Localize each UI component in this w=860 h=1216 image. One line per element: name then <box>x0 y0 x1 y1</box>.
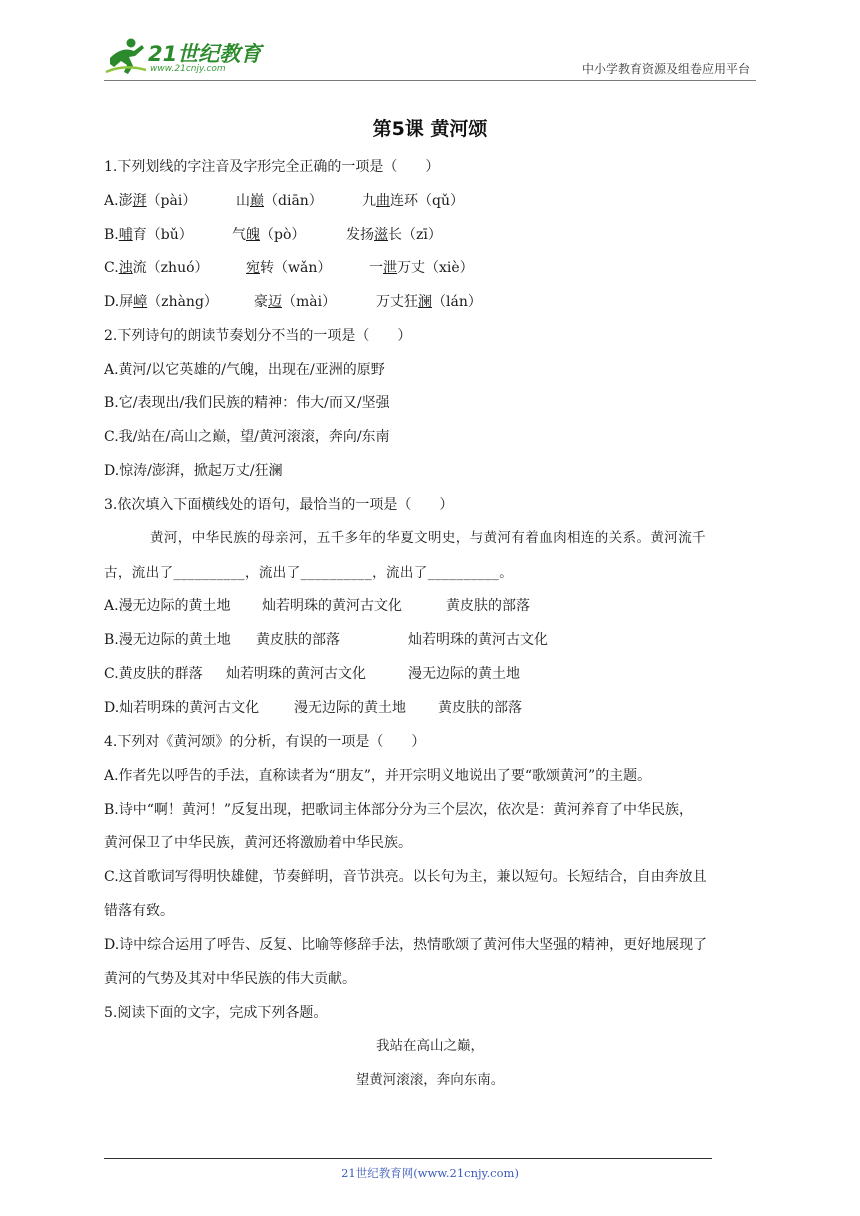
q1-option-b[interactable]: B.哺育（bǔ） <box>104 227 193 243</box>
header-divider <box>104 80 756 81</box>
q2-option-b[interactable]: B.它/表现出/我们民族的精神：伟大/而又/坚强 <box>104 395 390 411</box>
q1-option-c-choice2: 宛转（wǎn） <box>246 260 332 276</box>
lesson-title: 第5课 黄河颂 <box>372 118 488 140</box>
q3-option-b[interactable]: B.漫无边际的黄土地 <box>104 632 231 648</box>
poem-line-1: 我站在高山之巅， <box>376 1038 484 1054</box>
q1-option-a[interactable]: A.澎湃（pài） <box>104 193 197 209</box>
q3-option-d[interactable]: D.灿若明珠的黄河古文化 <box>104 700 260 716</box>
poem-line-2: 望黄河滚滚，奔向东南。 <box>355 1072 505 1088</box>
q3-option-d-choice3: 黄皮肤的部落 <box>438 700 522 716</box>
q2-option-c[interactable]: C.我/站在/高山之巅，望/黄河滚滚，奔向/东南 <box>104 429 390 445</box>
platform-name: 中小学教育资源及组卷应用平台 <box>581 62 750 76</box>
q4-option-d-cont: 黄河的气势及其对中华民族的伟大贡献。 <box>104 971 356 987</box>
q4-option-a[interactable]: A.作者先以呼告的手法，直称读者为“朋友”，并开宗明义地说出了要“歌颂黄河”的主题。 <box>104 768 652 784</box>
q3-option-a-choice3: 黄皮肤的部落 <box>446 598 530 614</box>
q3-stem: 3.依次填入下面横线处的语句，最恰当的一项是（ ） <box>104 497 454 513</box>
logo-url: www.21cnjy.com <box>150 64 226 74</box>
running-man-icon <box>104 36 148 76</box>
q3-option-c[interactable]: C.黄皮肤的群落 <box>104 666 203 682</box>
q1-option-d[interactable]: D.屏嶂（zhàng） <box>104 294 218 310</box>
q1-option-c[interactable]: C.浊流（zhuó） <box>104 260 209 276</box>
q3-passage-line1: 黄河，中华民族的母亲河，五千多年的华夏文明史，与黄河有着血肉相连的关系。黄河流千 <box>150 530 706 546</box>
q1-stem: 1.下列划线的字注音及字形完全正确的一项是（ ） <box>104 159 440 175</box>
q4-option-b[interactable]: B.诗中“啊！黄河！”反复出现，把歌词主体部分分为三个层次，依次是：黄河养育了中华民族， <box>104 802 694 818</box>
q4-option-b-cont: 黄河保卫了中华民族，黄河还将激励着中华民族。 <box>104 835 412 851</box>
q2-option-d[interactable]: D.惊涛/澎湃，掀起万丈/狂澜 <box>104 463 283 479</box>
q3-option-a[interactable]: A.漫无边际的黄土地 <box>104 598 231 614</box>
q1-option-a-choice2: 山巅（diān） <box>236 193 323 209</box>
q1-option-b-choice3: 发扬滋长（zī） <box>346 227 442 243</box>
q4-option-c-cont: 错落有致。 <box>104 903 174 919</box>
q3-passage-line2: 古，流出了__________，流出了__________，流出了__________。 <box>104 565 514 581</box>
q1-option-d-choice3: 万丈狂澜（lán） <box>376 294 482 310</box>
q3-option-b-choice3: 灿若明珠的黄河古文化 <box>408 632 548 648</box>
q4-option-c[interactable]: C.这首歌词写得明快雄健，节奏鲜明，音节洪亮。以长句为主，兼以短句。长短结合，自由奔放且 <box>104 869 707 885</box>
q3-option-b-choice2: 黄皮肤的部落 <box>256 632 340 648</box>
q3-option-c-choice3: 漫无边际的黄土地 <box>408 666 520 682</box>
q1-option-c-choice3: 一泄万丈（xiè） <box>369 260 474 276</box>
site-logo[interactable] <box>104 34 274 78</box>
q3-option-c-choice2: 灿若明珠的黄河古文化 <box>226 666 366 682</box>
q4-stem: 4.下列对《黄河颂》的分析，有误的一项是（ ） <box>104 734 426 750</box>
q3-option-a-choice2: 灿若明珠的黄河古文化 <box>262 598 402 614</box>
q4-option-d[interactable]: D.诗中综合运用了呼告、反复、比喻等修辞手法，热情歌颂了黄河伟大坚强的精神，更好地展现了 <box>104 937 708 953</box>
q5-stem: 5.阅读下面的文字，完成下列各题。 <box>104 1005 328 1021</box>
footer-link[interactable]: 21世纪教育网(www.21cnjy.com) <box>341 1166 519 1180</box>
q1-option-a-choice3: 九曲连环（qǔ） <box>362 193 464 209</box>
q2-stem: 2.下列诗句的朗读节奏划分不当的一项是（ ） <box>104 328 412 344</box>
page-header <box>104 34 756 84</box>
footer-divider <box>104 1158 712 1159</box>
q2-option-a[interactable]: A.黄河/以它英雄的/气魄，出现在/亚洲的原野 <box>104 362 385 378</box>
q3-option-d-choice2: 漫无边际的黄土地 <box>294 700 406 716</box>
q1-option-b-choice2: 气魄（pò） <box>232 227 306 243</box>
logo-text: 21世纪教育 <box>148 42 262 66</box>
q1-option-d-choice2: 豪迈（mài） <box>254 294 337 310</box>
